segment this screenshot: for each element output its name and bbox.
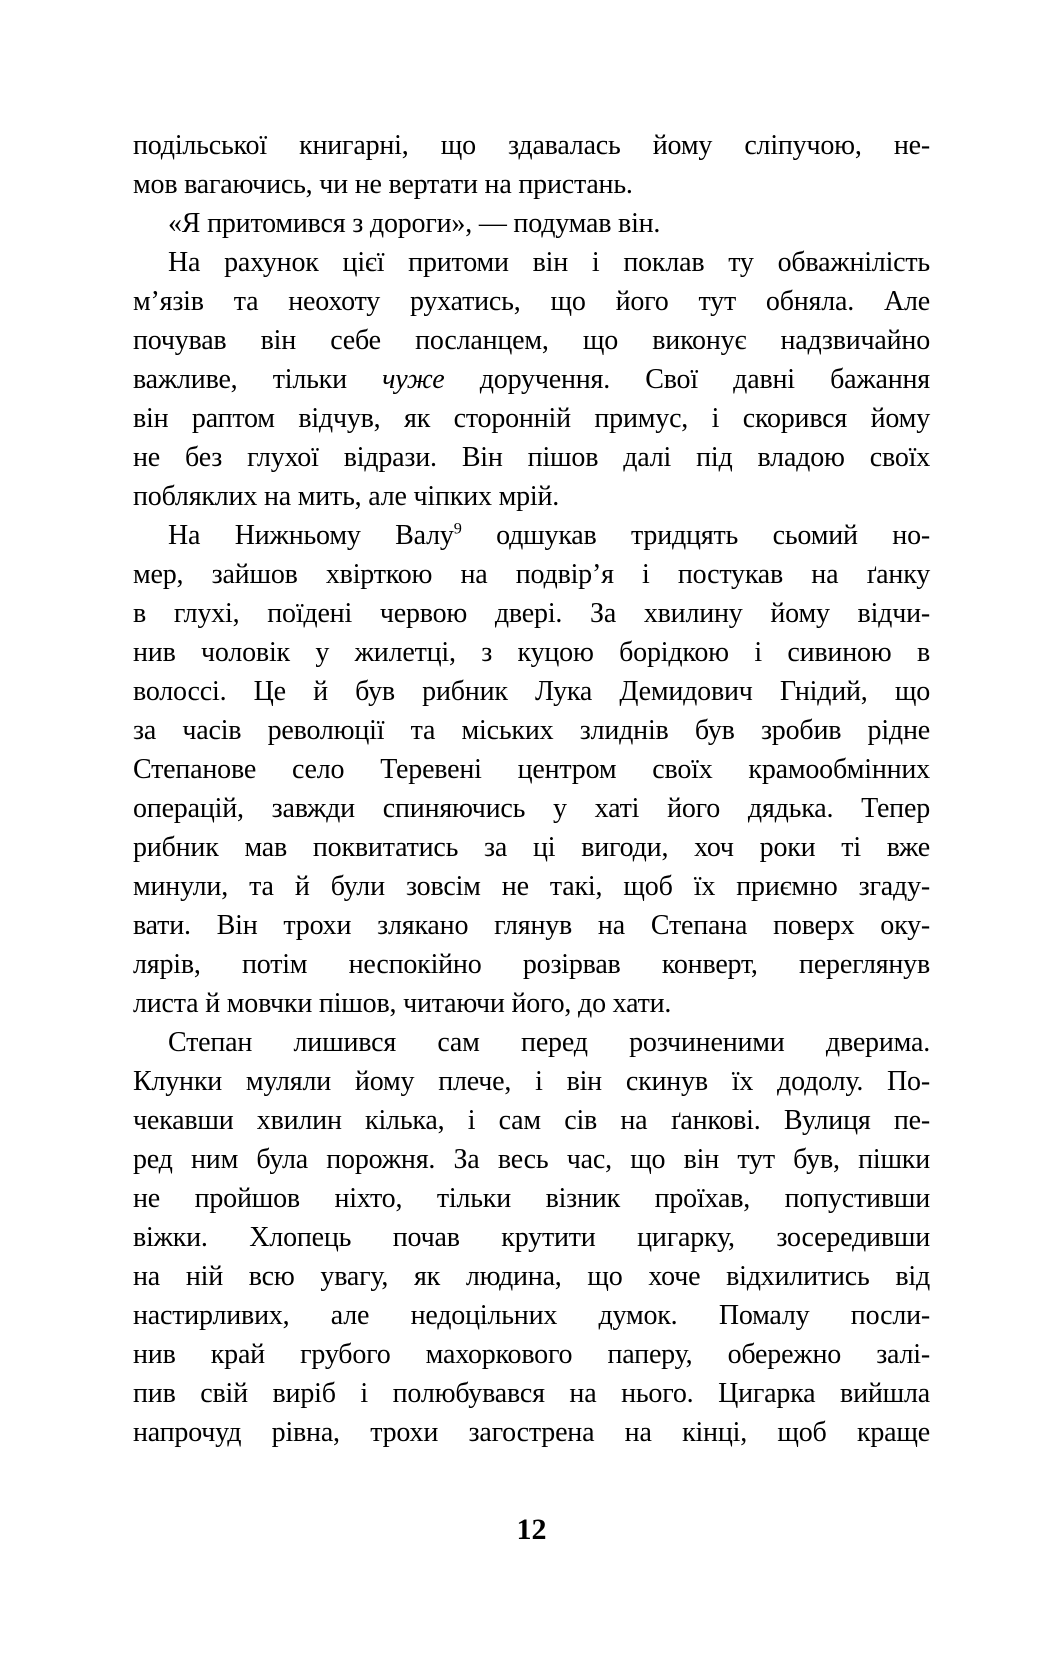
text-line: На Нижньому Валу$^9$ одшукав тридцять сьомий но- [168, 519, 930, 551]
text-line: мер, зайшов хвірткою на подвір’я і постукав на ґанку [133, 559, 930, 590]
text-line: в глухі, поїдені червою двері. За хвилину йому відчи- [133, 598, 930, 629]
text-line: листа й мовчки пішов, читаючи його, до хати. [133, 988, 672, 1019]
text-line: пив свій виріб і полюбувався на нього. Цигарка вийшла [133, 1378, 930, 1409]
text-line: рибник мав поквитатись за ці вигоди, хоч роки ті вже [133, 832, 930, 863]
text-line: волоссі. Це й був рибник Лука Демидович Гнідий, що [133, 676, 930, 707]
footnote-marker: 9 [453, 519, 462, 538]
text-line: нив чоловік у жилетці, з куцою борідкою і сивиною в [133, 637, 930, 668]
text-line: подільської книгарні, що здавалась йому сліпучою, не- [133, 130, 930, 161]
page-text [133, 126, 930, 1452]
text-line: м’язів та неохоту рухатись, що його тут обняла. Але [133, 286, 930, 317]
text-line: чекавши хвилин кілька, і сам сів на ґанкові. Вулиця пе- [133, 1105, 930, 1136]
text-line: нив край грубого махоркового паперу, обережно залі- [133, 1339, 930, 1370]
text-line: не без глухої відрази. Він пішов далі під владою своїх [133, 442, 930, 473]
text-line: ред ним була порожня. За весь час, що він тут був, пішки [133, 1144, 930, 1175]
text-line: важливе, тільки чуже доручення. Свої давні бажання [133, 364, 930, 395]
text-line: операцій, завжди спиняючись у хаті його дядька. Тепер [133, 793, 930, 824]
page-number: 12 [516, 1513, 547, 1546]
text-line: минули, та й були зовсім не такі, щоб їх приємно згаду- [133, 871, 930, 902]
text-line: він раптом відчув, як сторонній примус, і скорився йому [133, 403, 930, 434]
text-line: Клунки муляли йому плече, і він скинув їх додолу. По- [133, 1066, 930, 1097]
text-line: на ній всю увагу, як людина, що хоче відхилитись від [133, 1261, 930, 1292]
text-line: вати. Він трохи злякано глянув на Степана поверх оку- [133, 910, 930, 941]
text-line: Степан лишився сам перед розчиненими дверима. [168, 1027, 930, 1058]
text-line: за часів революції та міських злиднів був зробив рідне [133, 715, 930, 746]
text-line: віжки. Хлопець почав крутити цигарку, зосередивши [133, 1222, 930, 1253]
text-line: лярів, потім неспокійно розірвав конверт, переглянув [133, 949, 930, 980]
text-line: настирливих, але недоцільних думок. Помалу посли- [133, 1300, 930, 1331]
text-line: «Я притомився з дороги», — подумав він. [168, 208, 661, 239]
text-line: мов вагаючись, чи не вертати на пристань. [133, 169, 633, 200]
text-line: напрочуд рівна, трохи загострена на кінці, щоб краще [133, 1417, 930, 1448]
text-line: побляклих на мить, але чіпких мрій. [133, 481, 560, 512]
text-line: Степанове село Теревені центром своїх крамообмінних [133, 754, 930, 785]
text-line: почував він себе посланцем, що виконує надзвичайно [133, 325, 930, 356]
text-line: На рахунок цієї притоми він і поклав ту обважнілість [168, 247, 930, 278]
text-line: не пройшов ніхто, тільки візник проїхав, попустивши [133, 1183, 930, 1214]
